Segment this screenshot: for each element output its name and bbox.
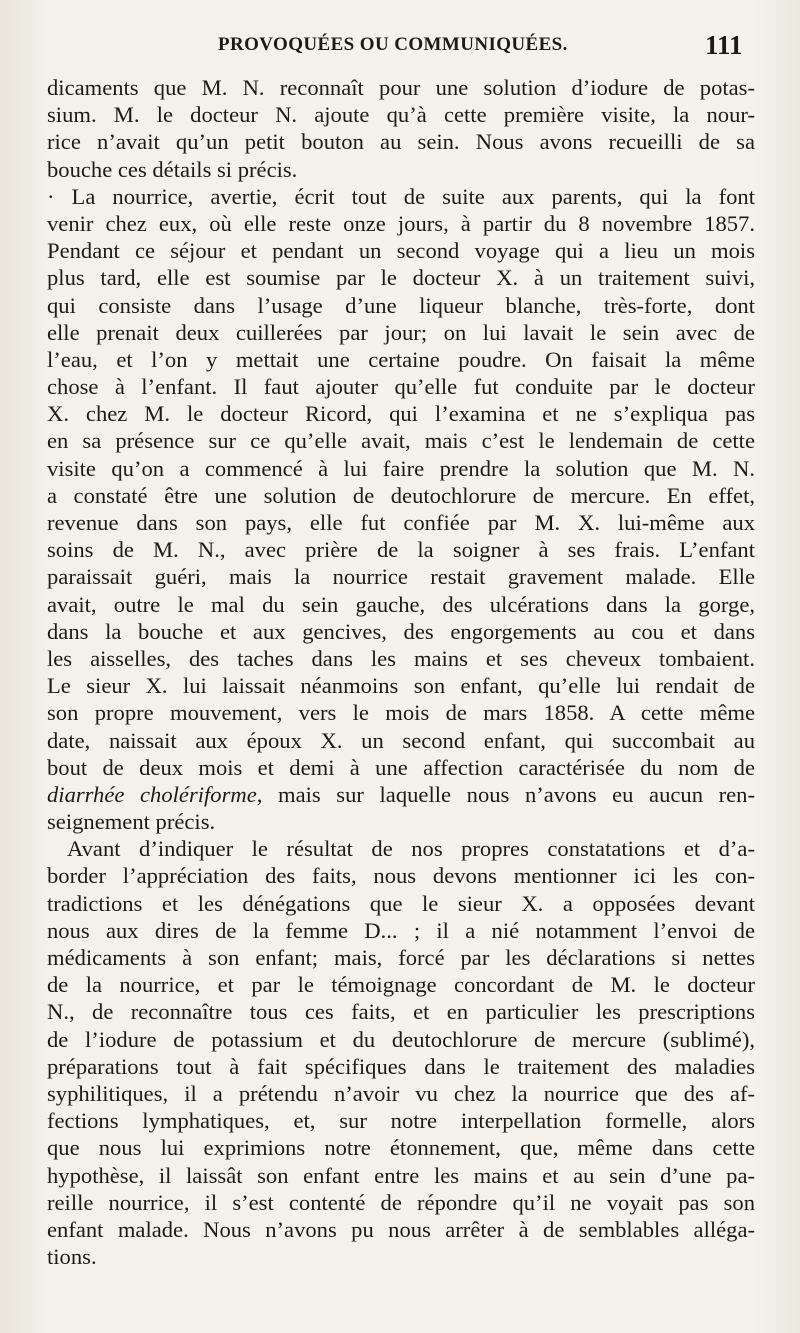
text-line: revenue dans son pays, elle fut confiée par M. X. lui-même aux [47, 510, 755, 535]
paragraph-1 [47, 74, 755, 183]
text-line: bouche ces détails si précis. [47, 156, 298, 182]
text-line: elle prenait deux cuillerées par jour; on lui lavait le sein avec de [47, 319, 755, 345]
text-line: reille nourrice, il s’est contenté de répondre qu’il ne voyait pas son [47, 1189, 755, 1215]
text-line: hypothèse, il laissât son enfant entre les mains et au sein d’une pa- [47, 1162, 755, 1188]
text-line: Pendant ce séjour et pendant un second voyage qui a lieu un mois [47, 238, 755, 264]
italic-phrase: diarrhée cholériforme [47, 781, 257, 807]
text-line: bout de deux mois et demi à une affection caractérisée du nom de [47, 754, 755, 780]
text-line: les aisselles, des taches dans les mains et ses cheveux tombaient. [47, 645, 755, 671]
text-line: que nous lui exprimions notre étonnement, que, même dans cette [47, 1135, 755, 1161]
text-line: qui consiste dans l’usage d’une liqueur blanche, très-forte, dont [47, 292, 755, 318]
body-text [47, 74, 755, 1270]
page-header [0, 30, 800, 70]
page-number: 111 [705, 30, 743, 60]
text-line: médicaments à son enfant; mais, forcé par les déclarations si nettes [47, 945, 755, 970]
text-line: enfant malade. Nous n’avons pu nous arrêter à de semblables alléga- [47, 1216, 755, 1242]
text-line: date, naissait aux époux X. un second enfant, qui succombait au [47, 727, 755, 753]
text-line: l’eau, et l’on y mettait une certaine poudre. On faisait la même [47, 346, 755, 372]
text-line: Avant d’indiquer le résultat de nos propres constatations et d’a- [67, 836, 755, 862]
text-line: · La nourrice, avertie, écrit tout de suite aux parents, qui la font [47, 183, 755, 209]
text-line: N., de reconnaître tous ces faits, et en particulier les prescriptions [47, 999, 755, 1025]
text-line: seignement précis. [47, 809, 216, 835]
text-line: dans la bouche et aux gencives, des engorgements au cou et dans [47, 618, 755, 644]
text-line: tions. [47, 1244, 97, 1270]
text-line: de la nourrice, et par le témoignage concordant de M. le docteur [47, 972, 755, 998]
text-line: son propre mouvement, vers le mois de mars 1858. A cette même [47, 700, 755, 726]
text-line: visite qu’on a commencé à lui faire prendre la solution que M. N. [47, 455, 755, 481]
text-line: paraissait guéri, mais la nourrice restait gravement malade. Elle [47, 564, 755, 590]
text-line: dicaments que M. N. reconnaît pour une solution d’iodure de potas- [47, 75, 755, 100]
text-line: plus tard, elle est soumise par le docteur X. à un traitement suivi, [47, 265, 755, 291]
text-line: sium. M. le docteur N. ajoute qu’à cette première visite, la nour- [47, 102, 755, 128]
text-line: soins de M. N., avec prière de la soigner à ses frais. L’enfant [47, 537, 755, 563]
paragraph-3 [47, 835, 755, 1270]
text-line: tradictions et les dénégations que le sieur X. a opposées devant [47, 890, 755, 916]
text-line: rice n’avait qu’un petit bouton au sein. Nous avons recueilli de sa [47, 129, 755, 155]
text-line: fections lymphatiques, et, sur notre interpellation formelle, alors [47, 1108, 755, 1134]
text-line: avait, outre le mal du sein gauche, des ulcérations dans la gorge, [47, 591, 755, 617]
text-line: de l’iodure de potassium et du deutochlorure de mercure (sublimé), [47, 1026, 755, 1052]
running-title: PROVOQUÉES OU COMMUNIQUÉES. [218, 34, 568, 55]
text-line: syphilitiques, il a prétendu n’avoir vu chez la nourrice que des af- [47, 1080, 755, 1106]
paragraph-2 [47, 183, 755, 836]
text-line: a constaté être une solution de deutochlorure de mercure. En effet, [47, 482, 755, 508]
text-line: Le sieur X. lui laissait néanmoins son enfant, qu’elle lui rendait de [47, 673, 755, 699]
text-line: venir chez eux, où elle reste onze jours, à partir du 8 novembre 1857. [47, 210, 755, 236]
text-line-italic: diarrhée cholériforme, mais sur laquelle nous n’avons eu aucun ren- [47, 781, 755, 807]
text-line: border l’appréciation des faits, nous devons mentionner ici les con- [47, 863, 755, 889]
text-line: préparations tout à fait spécifiques dans le traitement des maladies [47, 1053, 755, 1079]
text-line: nous aux dires de la femme D... ; il a nié notamment l’envoi de [47, 917, 755, 943]
text-line: en sa présence sur ce qu’elle avait, mais c’est le lendemain de cette [47, 428, 755, 454]
text-line: chose à l’enfant. Il faut ajouter qu’elle fut conduite par le docteur [47, 374, 755, 400]
text-line: X. chez M. le docteur Ricord, qui l’examina et ne s’expliqua pas [47, 401, 755, 427]
